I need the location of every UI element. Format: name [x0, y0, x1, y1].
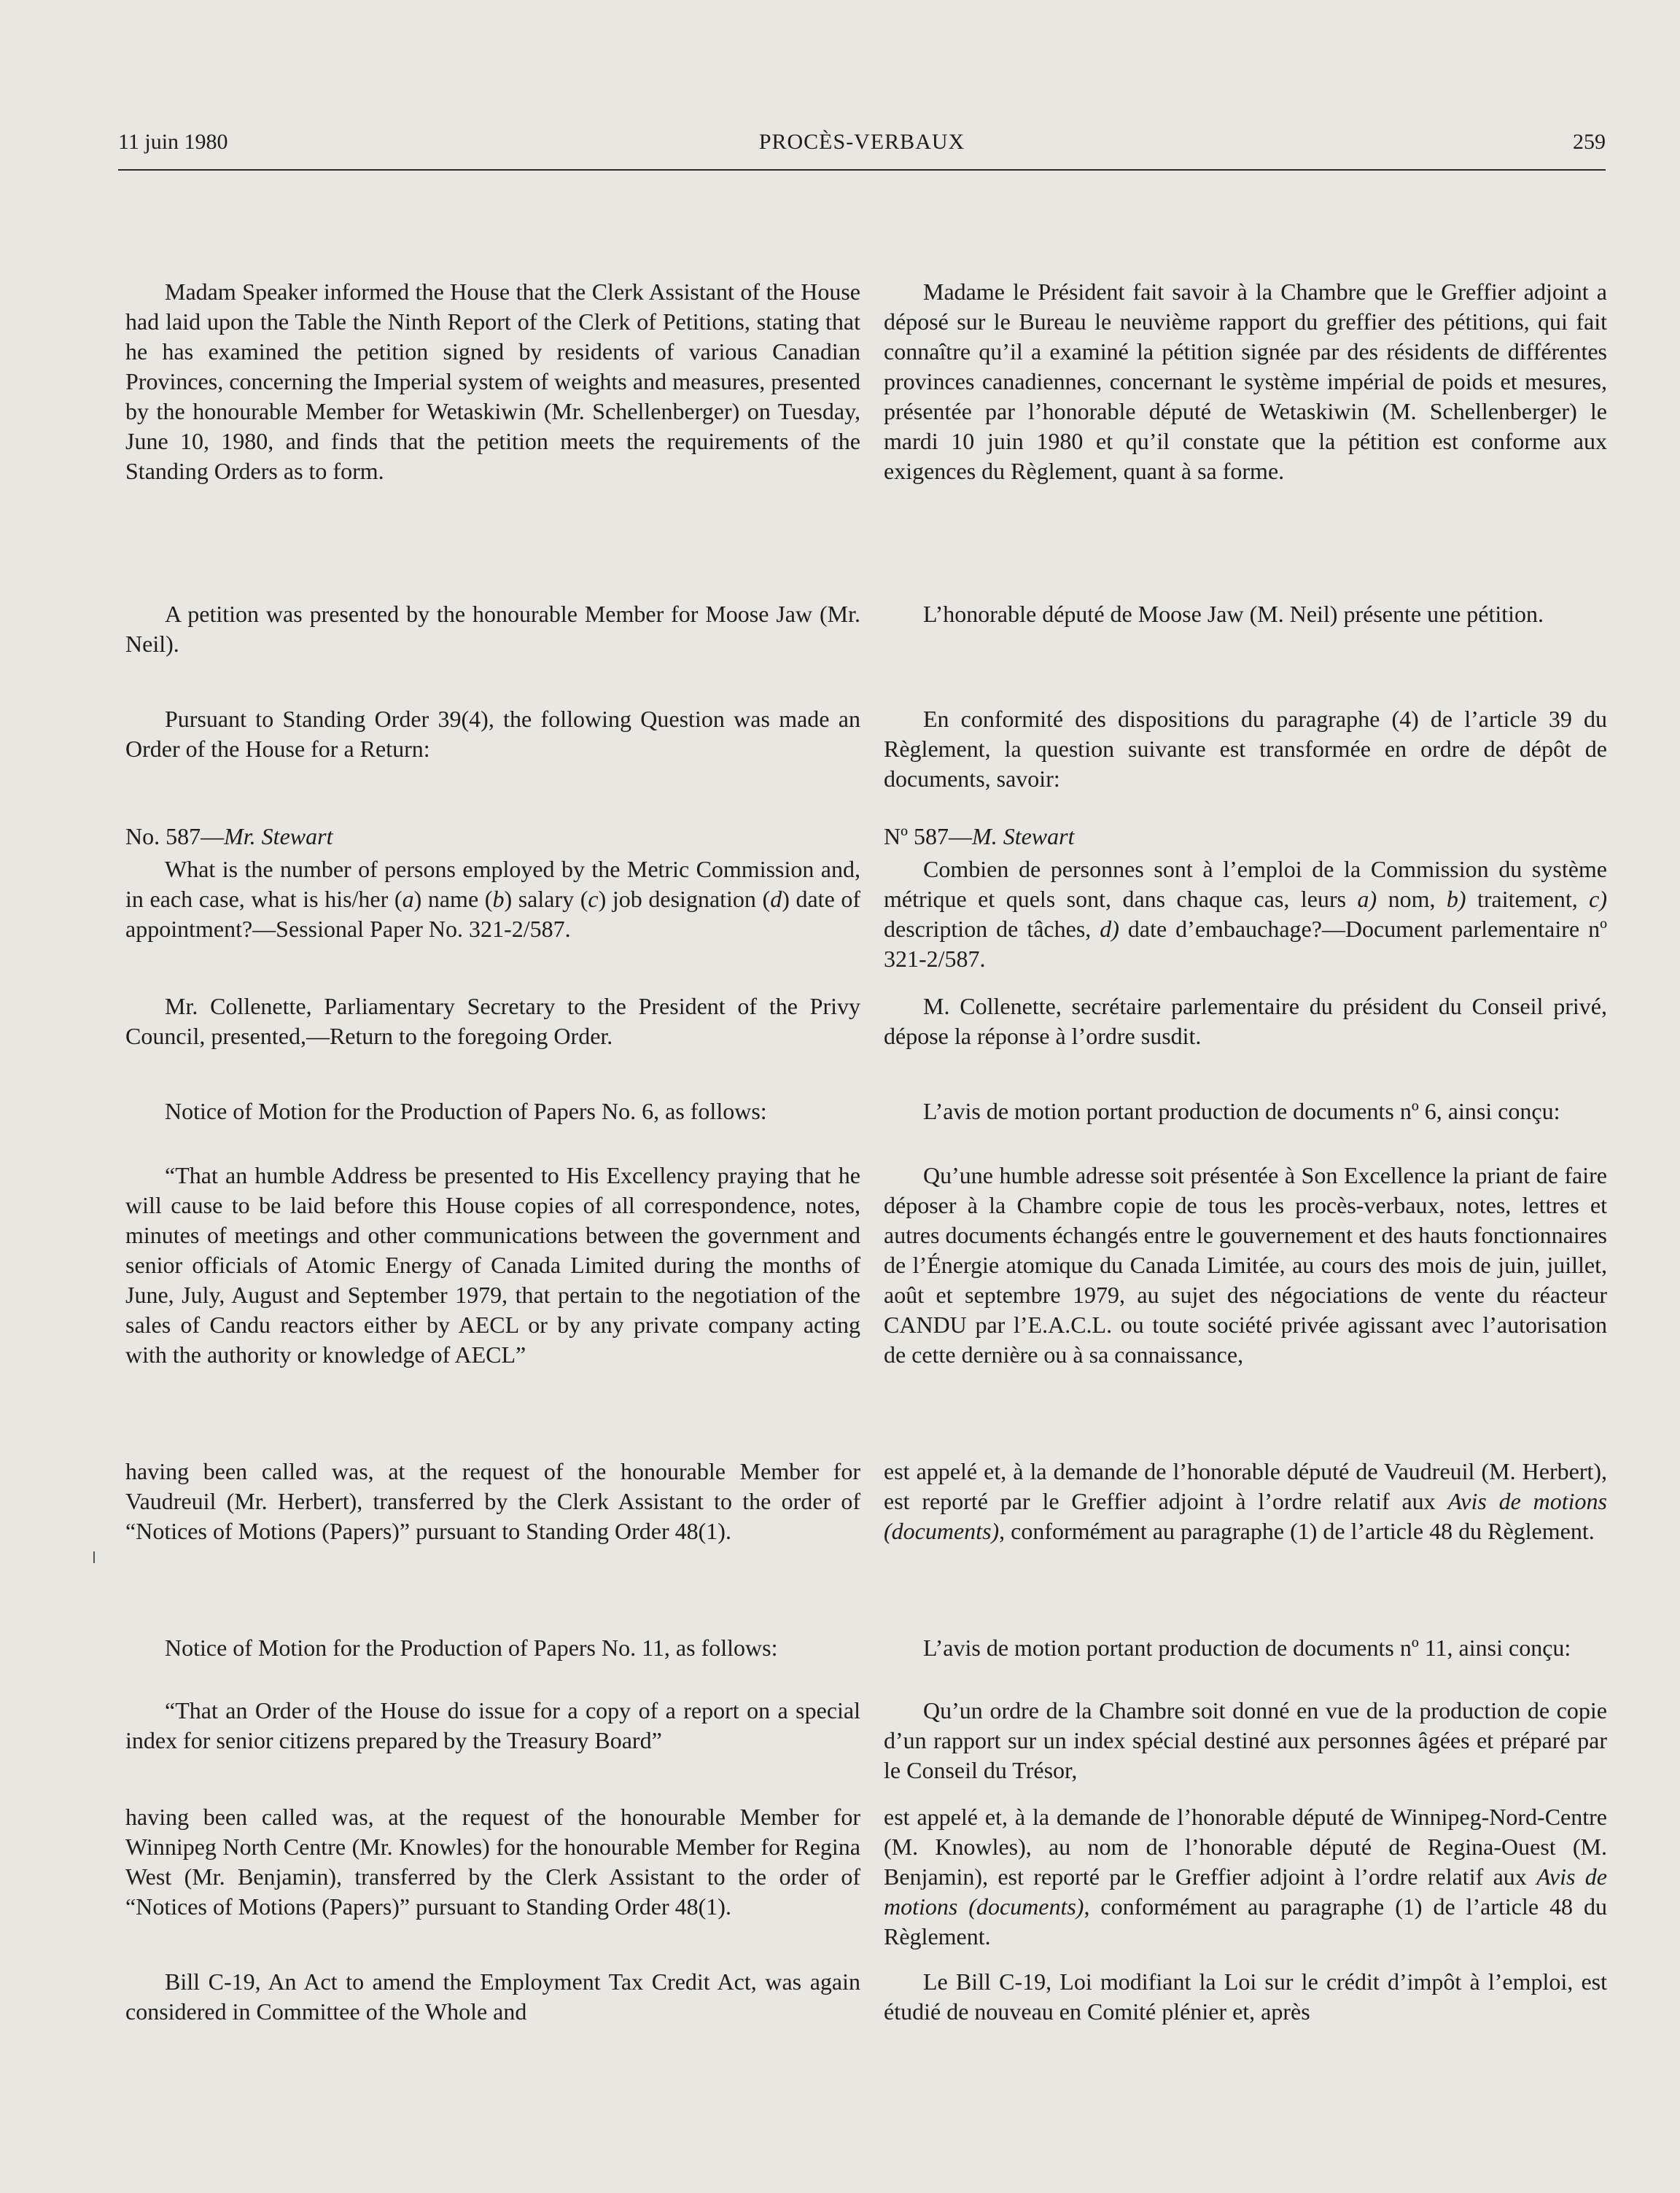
margin-mark — [93, 1551, 95, 1563]
header-date: 11 juin 1980 — [118, 130, 228, 154]
fr-transfer-paragraph-2: est appelé et, à la demande de l’honorable député de Winnipeg-Nord-Centre (M. Knowles), au nom de l’honorable député de Regina-Ouest (M. Benjamin), est reporté par le Greffier adjoint à l’ordre relatif aux Avis de motions (documents), conformément au paragraphe (1) de l’article 48 du Règlement. — [884, 1804, 1608, 1949]
en-transfer-paragraph-2: having been called was, at the request of the honourable Member for Winnipeg North Centre (Mr. Knowles) for the honourable Member for Regina West (Mr. Benjamin), transferred by the Clerk Assistant to the order of “Notices of Motions (Papers)” pursuant to Standing Order 48(1). — [125, 1804, 860, 1920]
fr-question-text: Combien de personnes sont à l’emploi de la Commission du système métrique et quels sont, dans chaque cas, leurs a) nom, b) traitement, c) description de tâches, d) date d’embauchage?—Document parlementaire nº 321-2/587. — [884, 856, 1608, 972]
fr-notice-11-paragraph: L’avis de motion portant production de documents nº 11, ainsi conçu: — [923, 1635, 1571, 1661]
en-petition-paragraph: A petition was presented by the honourable Member for Moose Jaw (Mr. Neil). — [125, 601, 860, 657]
en-bill-paragraph: Bill C-19, An Act to amend the Employment Tax Credit Act, was again considered in Committee of the Whole and — [125, 1968, 860, 2025]
en-question-number-text: No. 587— — [125, 823, 225, 849]
en-question-order-paragraph: Pursuant to Standing Order 39(4), the following Question was made an Order of the House for a Return: — [125, 706, 860, 762]
header-title: PROCÈS-VERBAUX — [758, 130, 965, 154]
fr-speaker-report-paragraph: Madame le Président fait savoir à la Chambre que le Greffier adjoint a déposé sur le Bureau le neuvième rapport du greffier des pétitions, qui fait connaître qu’il a examiné la pétition signée par des résidents de différentes provinces canadiennes, concernant le système impérial de poids et mesures, présentée par l’honorable député de Wetaskiwin (M. Schellenberger) le mardi 10 juin 1980 et qu’il constate que la pétition est conforme aux exigences du Règlement, quant à sa forme. — [884, 278, 1607, 484]
fr-question-member: M. Stewart — [972, 823, 1075, 849]
fr-return-paragraph: M. Collenette, secrétaire parlementaire du président du Conseil privé, dépose la réponse à l’ordre susdit. — [884, 993, 1607, 1049]
fr-question-order-paragraph: En conformité des dispositions du paragraphe (4) de l’article 39 du Règlement, la question suivante est transformée en ordre de dépôt de documents, savoir: — [884, 706, 1607, 792]
en-question-text: What is the number of persons employed by the Metric Commission and, in each case, what is his/her (a) name (b) salary (c) job designation (d) date of appointment?—Sessional Paper No. 321-2/587. — [125, 856, 861, 942]
page-number: 259 — [1573, 130, 1606, 154]
en-question-member: Mr. Stewart — [224, 823, 333, 849]
en-speaker-report-paragraph: Madam Speaker informed the House that the Clerk Assistant of the House had laid upon the Table the Ninth Report of the Clerk of Petitions, stating that he has examined the petition signed by residents of various Canadian Provinces, concerning the Imperial system of weights and measures, presented by the honourable Member for Wetaskiwin (Mr. Schellenberger) on Tuesday, June 10, 1980, and finds that the petition meets the requirements of the Standing Orders as to form. — [125, 278, 860, 484]
fr-bill-paragraph: Le Bill C-19, Loi modifiant la Loi sur le crédit d’impôt à l’emploi, est étudié de nouveau en Comité plénier et, après — [884, 1968, 1607, 2025]
en-notice-6-paragraph: Notice of Motion for the Production of Papers No. 6, as follows: — [165, 1098, 767, 1124]
fr-petition-paragraph: L’honorable député de Moose Jaw (M. Neil) présente une pétition. — [923, 601, 1544, 627]
en-notice-11-paragraph: Notice of Motion for the Production of Papers No. 11, as follows: — [165, 1635, 778, 1661]
fr-question-number — [884, 822, 1607, 852]
en-return-paragraph: Mr. Collenette, Parliamentary Secretary to the President of the Privy Council, presented,—Return to the foregoing Order. — [125, 993, 860, 1049]
fr-address-text: Qu’une humble adresse soit présentée à Son Excellence la priant de faire déposer à la Chambre copie de tous les procès-verbaux, notes, lettres et autres documents échangés entre le gouvernement et des hauts fonctionnaires de l’Énergie atomique du Canada Limitée, au cours des mois de juin, juillet, août et septembre 1979, au sujet des négociations de vente du réacteur CANDU par l’E.A.C.L. ou toute société privée agissant avec l’autorisation de cette dernière ou à sa connaissance, — [884, 1162, 1607, 1368]
fr-transfer-paragraph-1: est appelé et, à la demande de l’honorable député de Vaudreuil (M. Herbert), est reporté par le Greffier adjoint à l’ordre relatif aux Avis de motions (documents), conformément au paragraphe (1) de l’article 48 du Règlement. — [884, 1458, 1608, 1544]
en-question-number — [125, 822, 860, 852]
en-address-quote: “That an humble Address be presented to His Excellency praying that he will cause to be laid before this House copies of all correspondence, notes, minutes of meetings and other communications between the government and senior officials of Atomic Energy of Canada Limited during the months of June, July, August and September 1979, that pertain to the negotiation of the sales of Candu reactors either by AECL or by any private company acting with the authority or knowledge of AECL” — [125, 1162, 860, 1368]
en-transfer-paragraph-1: having been called was, at the request of the honourable Member for Vaudreuil (Mr. Herbert), transferred by the Clerk Assistant to the order of “Notices of Motions (Papers)” pursuant to Standing Order 48(1). — [125, 1458, 860, 1544]
fr-question-number-text: Nº 587— — [884, 823, 973, 849]
page-header — [118, 128, 1606, 171]
fr-order-text: Qu’un ordre de la Chambre soit donné en vue de la production de copie d’un rapport sur un index spécial destiné aux personnes âgées et préparé par le Conseil du Trésor, — [884, 1697, 1607, 1783]
en-order-quote: “That an Order of the House do issue for a copy of a report on a special index for senior citizens prepared by the Treasury Board” — [125, 1697, 860, 1753]
fr-notice-6-paragraph: L’avis de motion portant production de documents nº 6, ainsi conçu: — [923, 1098, 1560, 1124]
